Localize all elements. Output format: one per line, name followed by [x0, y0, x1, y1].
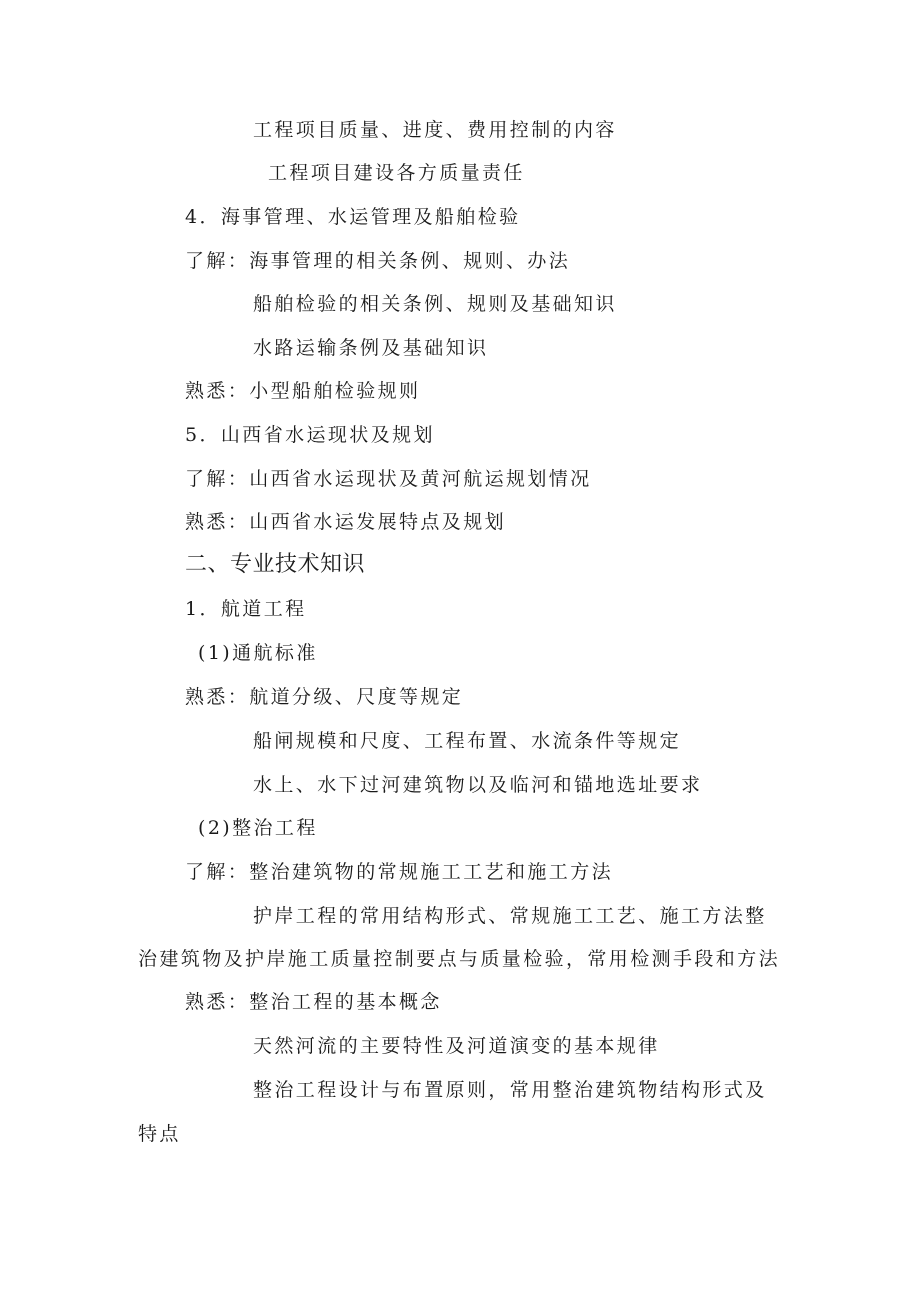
text-line-quality-responsibility: 工程项目建设各方质量责任 — [268, 162, 525, 184]
section-heading-channel: 1．航道工程 — [185, 598, 307, 620]
text-line-ship-inspection: 船舶检验的相关条例、规则及基础知识 — [253, 293, 617, 315]
subsection-heading-navigation-standard: (1)通航标准 — [198, 642, 318, 664]
text-line-revetment-quality: 治建筑物及护岸施工质量控制要点与质量检验，常用检测手段和方法 — [138, 948, 781, 970]
text-line-lock-scale: 船闸规模和尺度、工程布置、水流条件等规定 — [253, 730, 682, 752]
text-line-maritime-understand: 了解：海事管理的相关条例、规则、办法 — [185, 250, 571, 272]
text-line-regulation-understand: 了解：整治建筑物的常规施工工艺和施工方法 — [185, 861, 614, 883]
text-line-regulation-familiar: 熟悉：整治工程的基本概念 — [185, 991, 442, 1013]
text-line-features: 特点 — [138, 1123, 181, 1145]
text-line-design-principles: 整治工程设计与布置原则，常用整治建筑物结构形式及 — [253, 1079, 767, 1101]
section-heading-shanxi: 5．山西省水运现状及规划 — [185, 424, 435, 446]
text-line-channel-grading: 熟悉：航道分级、尺度等规定 — [185, 686, 464, 708]
text-line-shanxi-familiar: 熟悉：山西省水运发展特点及规划 — [185, 511, 507, 533]
chapter-heading-professional: 二、专业技术知识 — [185, 552, 366, 577]
text-line-river-characteristics: 天然河流的主要特性及河道演变的基本规律 — [253, 1035, 660, 1057]
section-heading-maritime: 4．海事管理、水运管理及船舶检验 — [185, 206, 521, 228]
text-line-crossing-structures: 水上、水下过河建筑物以及临河和锚地选址要求 — [253, 774, 703, 796]
text-line-waterway-transport: 水路运输条例及基础知识 — [253, 337, 489, 359]
text-line-revetment-structure: 护岸工程的常用结构形式、常规施工工艺、施工方法整 — [253, 905, 767, 927]
text-line-quality-control: 工程项目质量、进度、费用控制的内容 — [253, 119, 617, 141]
subsection-heading-regulation: (2)整治工程 — [198, 817, 318, 839]
text-line-small-ship-rules: 熟悉：小型船舶检验规则 — [185, 380, 421, 402]
text-line-shanxi-understand: 了解：山西省水运现状及黄河航运规划情况 — [185, 468, 592, 490]
